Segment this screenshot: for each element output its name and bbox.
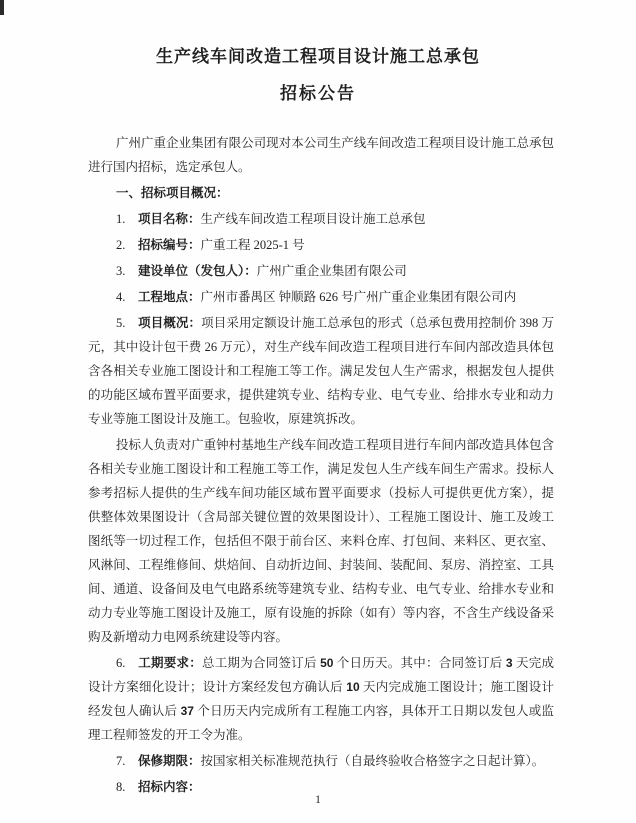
bidder-scope-paragraph: 投标人负责对广重钟村基地生产线车间改造工程项目进行车间内部改造具体包含各相关专业施工图设计和工程施工等工作，满足发包人生产线车间生产需求。投标人参考招标人提供的生产线车间功能区域布置平面要求（投标人可提供更优方案），提供整体效果图设计（含局部关键位置的效果图设计）、工程施工图设计、施工及竣工图纸等一切过程工作，包括但不限于前台区、来料仓库、打包间、来料区、更衣室、风淋间、工程维修间、烘焙间、自动折边间、封装间、装配间、泵房、消控室、工具间、通道、设备间及电气电路系统等建筑专业、结构专业、电气专业、给排水专业和动力专业等施工图设计及施工，原有设施的拆除（如有）等内容，不含生产线设备采购及新增动力电网系统建设等内容。 bbox=[88, 438, 554, 644]
item-label: 工期要求： bbox=[138, 656, 202, 670]
list-item-2 bbox=[88, 233, 554, 257]
item-text: 生产线车间改造工程项目设计施工总承包 bbox=[200, 212, 426, 226]
item-text: 按国家相关标准规范执行（自最终验收合格签字之日起计算）。 bbox=[200, 754, 545, 768]
page-number: 1 bbox=[315, 794, 321, 806]
section-heading: 一、招标项目概况： bbox=[116, 186, 229, 200]
item-text: 广州市番禺区 钟顺路 626 号广州广重企业集团有限公司内 bbox=[200, 290, 517, 304]
item-label: 建设单位（发包人）： bbox=[138, 264, 257, 278]
item-number: 5. bbox=[116, 316, 126, 330]
document-title: 生产线车间改造工程项目设计施工总承包 bbox=[156, 47, 480, 66]
item-label: 招标内容： bbox=[138, 780, 201, 794]
list-item-6 bbox=[88, 651, 554, 747]
intro-paragraph: 广州广重企业集团有限公司现对本公司生产线车间改造工程项目设计施工总承包进行国内招标，选定承包人。 bbox=[88, 136, 554, 174]
item-label: 保修期限： bbox=[138, 754, 201, 768]
item-text: 项目采用定额设计施工总承包的形式（总承包费用控制价 398 万元，其中设计包干费 26 万元），对生产线车间改造工程项目进行车间内部改造具体包含各相关专业施工图设计和工程施工等工作。满足发包人生产需求，根据发包人提供的功能区域布置平面要求，提供建筑专业、结构专业、电气专业、给排水专业和动力专业等施工图设计及施工。包验收，原建筑拆改。 bbox=[88, 316, 554, 426]
item-number: 1. bbox=[116, 212, 126, 226]
item-number: 8. bbox=[116, 780, 126, 794]
item-label: 项目名称： bbox=[138, 212, 201, 226]
document-body bbox=[88, 131, 554, 799]
item-label: 招标编号： bbox=[138, 238, 201, 252]
list-item-5 bbox=[88, 311, 554, 431]
item-text: 广州广重企业集团有限公司 bbox=[256, 264, 407, 278]
item-label: 工程地点： bbox=[138, 290, 201, 304]
list-item-4 bbox=[88, 285, 554, 309]
document-subtitle: 招标公告 bbox=[280, 84, 356, 103]
item-text: 总工期为合同签订后 50 个日历天。其中：合同签订后 3 天完成设计方案细化设计；设计方案经发包方确认后 10 天内完成施工图设计；施工图设计经发包人确认后 37 个日历天内完成所有工程施工内容，具体开工日期以发包人或监理工程师签发的开工令为准。 bbox=[88, 656, 554, 742]
item-number: 7. bbox=[116, 754, 126, 768]
scan-artifact bbox=[0, 0, 4, 15]
item-number: 2. bbox=[116, 238, 126, 252]
item-text: 广重工程 2025-1 号 bbox=[200, 238, 305, 252]
list-item-1 bbox=[88, 207, 554, 231]
list-item-3 bbox=[88, 259, 554, 283]
item-number: 3. bbox=[116, 264, 126, 278]
item-number: 4. bbox=[116, 290, 126, 304]
item-label: 项目概况： bbox=[138, 316, 202, 330]
list-item-7 bbox=[88, 749, 554, 773]
item-number: 6. bbox=[116, 656, 126, 670]
